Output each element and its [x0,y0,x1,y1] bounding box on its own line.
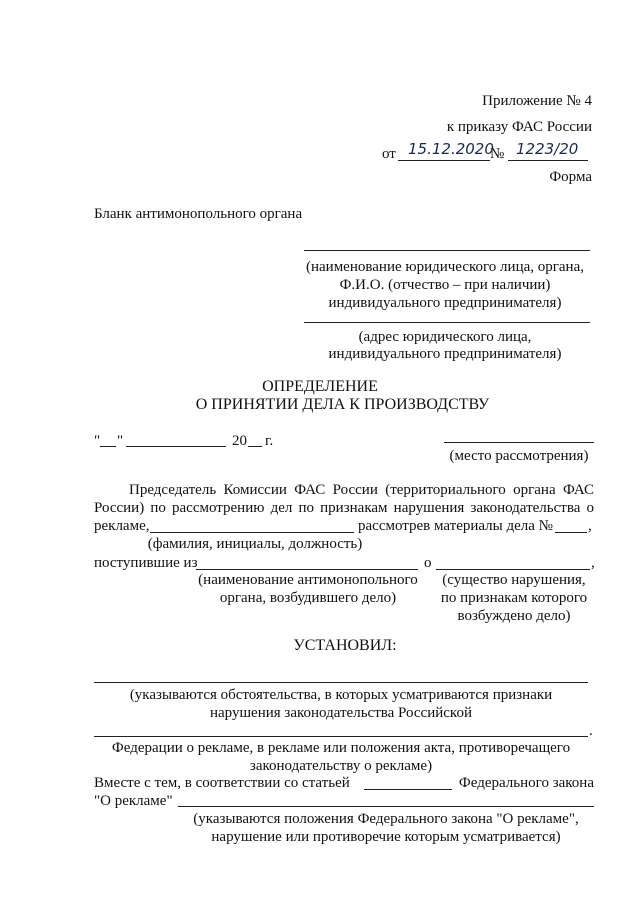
circumstances-line-1 [94,682,588,683]
month-underline [126,446,226,447]
body-line-2: России) по рассмотрению дел по признакам нарушения законодательства о [94,500,594,516]
article-underline [364,789,452,790]
place-underline [444,442,594,443]
year-prefix: 20 [232,433,247,449]
essence-underline [436,569,590,570]
number-sign: № [490,146,505,162]
handwritten-number: 1223/20 [516,140,579,158]
law-line-1-b: Федерального закона [458,775,594,791]
established-heading: УСТАНОВИЛ: [293,637,397,654]
day-quote-close: " [117,433,124,449]
essence-caption-3: возбуждено дело) [457,608,571,624]
recipient-name-line [304,250,590,251]
date-prefix: от [382,146,396,162]
address-caption-2: индивидуального предпринимателя) [328,346,562,362]
circumstances-caption-4: законодательству о рекламе) [249,758,433,774]
year-suffix: г. [265,433,274,449]
essence-caption-2: по признакам которого [440,590,588,606]
place-caption: (место рассмотрения) [449,448,589,464]
day-underline [100,446,116,447]
blank-label: Бланк антимонопольного органа [94,206,303,222]
document-title-line2: О ПРИНЯТИИ ДЕЛА К ПРОИЗВОДСТВУ [195,396,490,413]
body-line-3-c: , [588,518,592,534]
received-from-label: поступившие из [94,555,198,571]
circumstances-caption-1: (указываются обстоятельства, в которых усматриваются признаки [129,687,553,703]
handwritten-date: 15.12.2020 [408,140,494,158]
recipient-caption-3: индивидуального предпринимателя) [328,295,562,311]
recipient-caption-1: (наименование юридического лица, органа, [305,259,584,275]
law-provisions-underline [178,806,594,807]
year-underline [248,446,262,447]
document-title-line1: ОПРЕДЕЛЕНИЕ [262,378,378,395]
law-caption-2: нарушение или противоречие которым усматривается) [211,829,561,845]
org-underline [196,569,418,570]
circumstances-caption-3: Федерации о рекламе, в рекламе или положения акта, противоречащего [111,740,571,756]
order-reference: к приказу ФАС России [446,119,592,135]
body-line-3-a: рекламе, [94,518,150,534]
law-line-1-a: Вместе с тем, в соответствии со статьей [94,775,350,791]
about-label: о [424,555,432,571]
received-comma: , [591,555,595,571]
body-line-3-b: рассмотрев материалы дела № [358,518,553,534]
case-number-underline [555,532,587,533]
org-caption-1: (наименование антимонопольного [198,572,418,588]
circumstances-line-2 [94,736,588,737]
law-line-2-a: "О рекламе" [94,793,173,809]
fio-underline [150,532,354,533]
recipient-address-line [304,322,590,323]
date-underline [398,160,490,161]
address-caption-1: (адрес юридического лица, [358,329,532,345]
recipient-caption-2: Ф.И.О. (отчество – при наличии) [339,277,551,293]
number-underline [508,160,588,161]
day-quote-open: " [94,433,101,449]
law-caption-1: (указываются положения Федерального закона "О рекламе", [193,811,579,827]
form-label: Форма [549,169,592,185]
essence-caption-1: (существо нарушения, [442,572,586,588]
circumstances-caption-2: нарушения законодательства Российской [210,705,472,721]
fio-caption: (фамилия, инициалы, должность) [147,536,363,552]
org-caption-2: органа, возбудившего дело) [219,590,397,606]
body-line-1: Председатель Комиссии ФАС России (территориального органа ФАС [129,482,594,498]
circumstances-dot: . [589,723,593,739]
appendix-label: Приложение № 4 [482,93,592,109]
